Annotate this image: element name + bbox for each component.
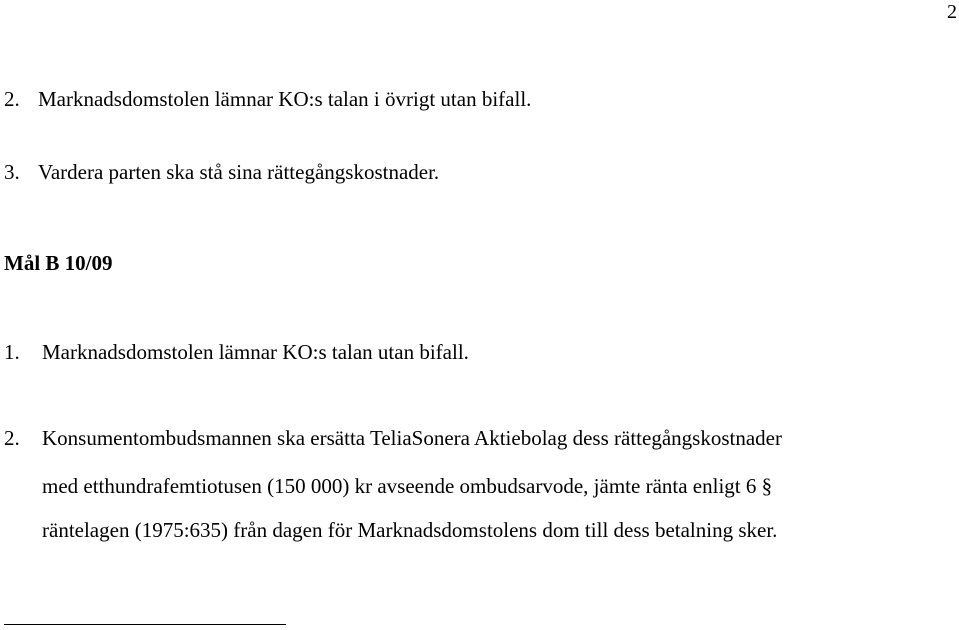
list-item-number: 2.: [4, 87, 20, 111]
list-item-number: 1.: [4, 340, 20, 364]
page-number: 2: [947, 1, 957, 23]
list-item-text: Marknadsdomstolen lämnar KO:s talan utan bifall.: [42, 340, 469, 364]
list-item-text: Vardera parten ska stå sina rättegångskostnader.: [38, 160, 440, 184]
list-item-text-line: räntelagen (1975:635) från dagen för Marknadsdomstolens dom till dess betalning sker.: [42, 518, 778, 542]
list-item-text: Marknadsdomstolen lämnar KO:s talan i övrigt utan bifall.: [38, 87, 532, 111]
footnote-divider: [4, 624, 286, 625]
list-item: [4, 159, 439, 185]
list-item-number: 3.: [4, 160, 20, 184]
list-item: [4, 339, 469, 365]
list-item-number: 2.: [4, 426, 20, 450]
list-item: [4, 86, 531, 112]
list-item-text-line: med etthundrafemtiotusen (150 000) kr avseende ombudsarvode, jämte ränta enligt 6 §: [42, 474, 773, 498]
list-item-text-line: Konsumentombudsmannen ska ersätta TeliaSonera Aktiebolag dess rättegångskostnader: [42, 426, 782, 450]
case-heading: Mål B 10/09: [4, 251, 113, 275]
